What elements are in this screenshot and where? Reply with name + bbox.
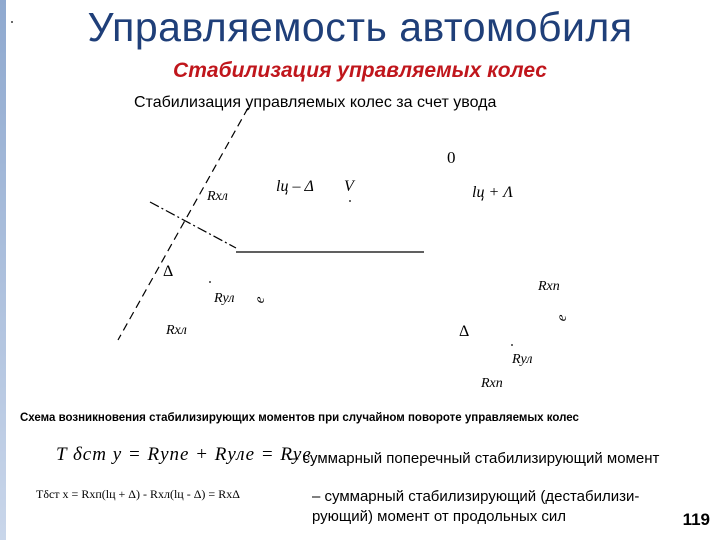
diagram-caption: Стабилизация управляемых колес за счет увода	[134, 94, 497, 111]
label-e-right: e	[554, 313, 571, 323]
formula-longitudinal-moment: Tδст х = Rхп(lц + Δ) - Rхл(lц - Δ) = RхΔ	[36, 487, 240, 501]
label-rxl-bottom: Rxл	[166, 323, 187, 338]
point-mark	[349, 200, 351, 202]
label-rxp-bottom: Rxп	[481, 376, 503, 391]
formula-lateral-moment: T δст у = Rупe + Rулe = Rуe	[56, 444, 312, 465]
label-velocity: V	[344, 178, 354, 195]
wheel-plane-dashdot	[150, 202, 236, 248]
formula-longitudinal-description: – суммарный стабилизирующий (дестабилизи-рующий) момент от продольных сил	[312, 488, 640, 525]
label-rxp-right: Rxп	[538, 279, 560, 294]
label-rxl-top: Rxл	[207, 189, 228, 204]
point-mark	[511, 344, 513, 346]
label-lc-minus-delta: lц – Δ	[276, 178, 314, 195]
point-mark	[209, 281, 211, 283]
point-mark	[11, 21, 13, 23]
label-lc-plus-lambda: lц + Λ	[472, 184, 513, 201]
label-e-left: e	[252, 295, 269, 305]
scheme-caption: Схема возникновения стабилизирующих моментов при случайном повороте управляемых колес	[20, 412, 579, 424]
label-ryl-left: Rул	[214, 291, 235, 306]
label-ryl-right: Rул	[512, 352, 533, 367]
label-zero: 0	[447, 148, 456, 167]
slide-subtitle: Стабилизация управляемых колес	[173, 59, 547, 82]
label-delta-right: Δ	[459, 323, 470, 340]
label-delta-left: Δ	[163, 263, 174, 280]
page-number: 119	[682, 510, 710, 529]
formula-lateral-description: – суммарный поперечный стабилизирующий момент	[290, 450, 660, 467]
slide-title: Управляемость автомобиля	[87, 4, 633, 50]
